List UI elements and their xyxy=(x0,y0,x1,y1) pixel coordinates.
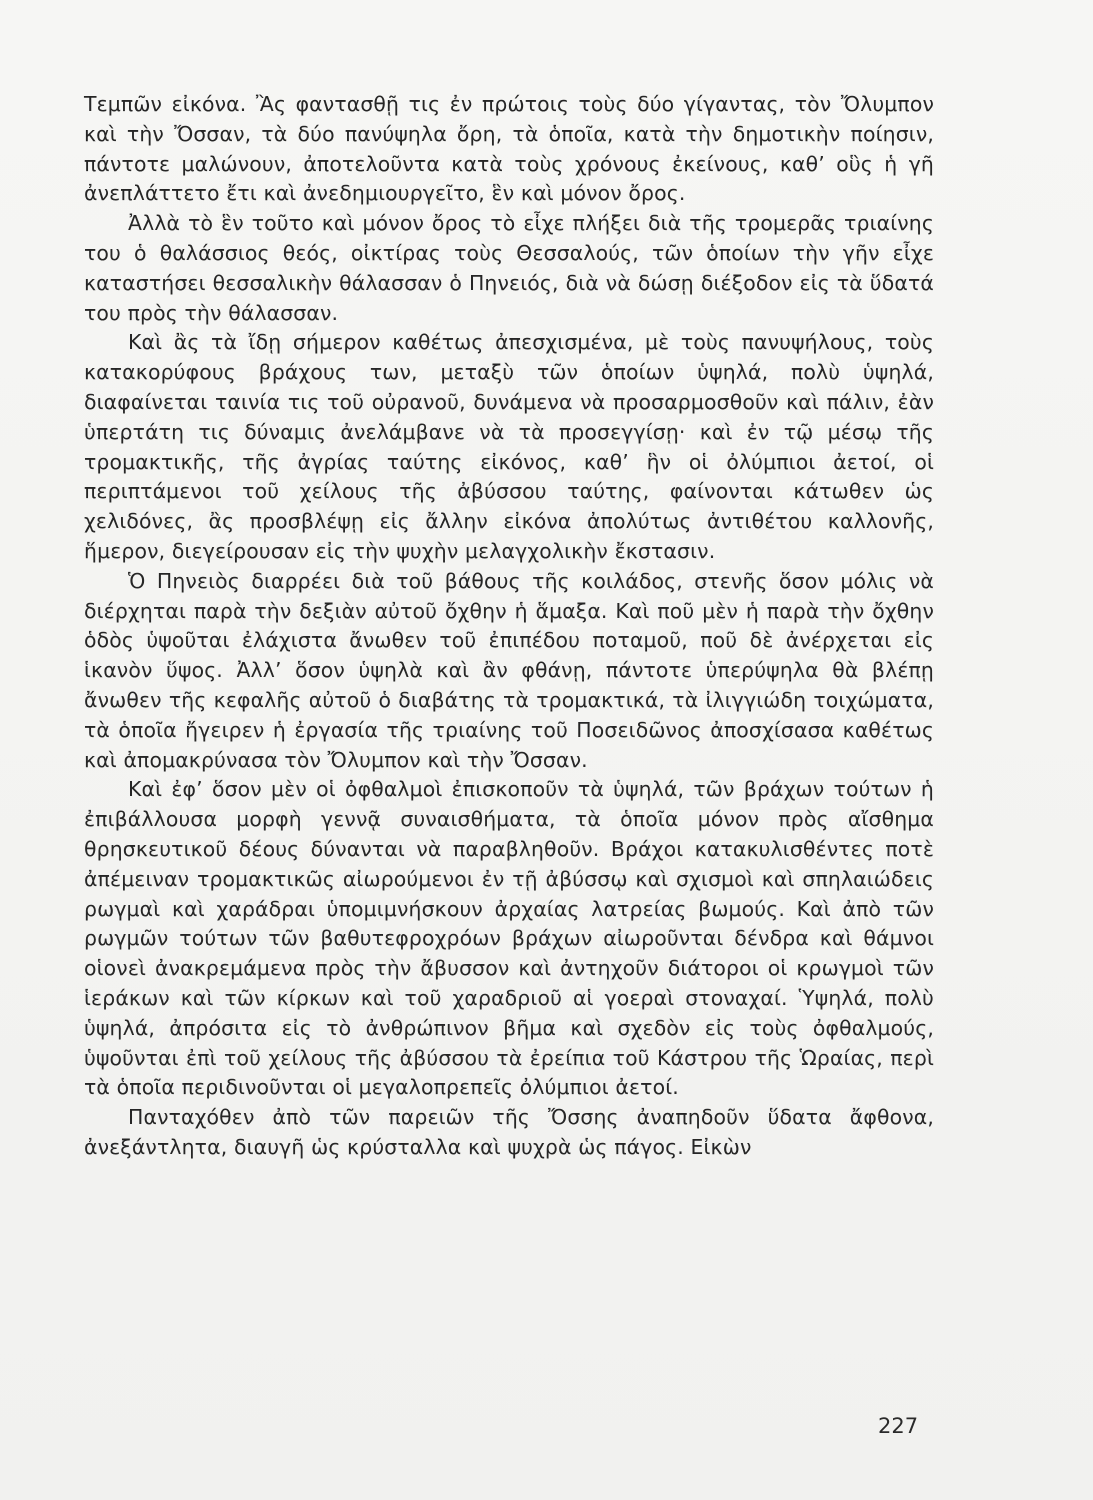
page-number: 227 xyxy=(878,1414,919,1438)
body-text xyxy=(84,90,934,1163)
paragraph-1: Τεμπῶν εἰκόνα. Ἂς φαντασθῇ τις ἐν πρώτοις τοὺς δύο γίγαντας, τὸν Ὄλυμπον καὶ τὴν Ὄσσαν, τὰ δύο πανύψηλα ὄρη, τὰ ὁποῖα, κατὰ τὴν δημοτικὴν ποίησιν, πάντοτε μαλώνουν, ἀποτελοῦντα κατὰ τοὺς χρόνους ἐκείνους, καθ’ οὓς ἡ γῆ ἀνεπλάττετο ἔτι καὶ ἀνεδημιουργεῖτο, ἓν καὶ μόνον ὄρος. xyxy=(84,92,934,206)
paragraph-5: Καὶ ἐφ’ ὅσον μὲν οἱ ὀφθαλμοὶ ἐπισκοποῦν τὰ ὑψηλά, τῶν βράχων τούτων ἡ ἐπιβάλλουσα μορφὴ γεννᾷ συναισθήματα, τὰ ὁποῖα μόνον πρὸς αἴσθημα θρησκευτικοῦ δέους δύνανται νὰ παραβληθοῦν. Βράχοι κατακυλισθέντες ποτὲ ἀπέμειναν τρομακτικῶς αἰωρούμενοι ἐν τῇ ἀβύσσῳ καὶ σχισμοὶ καὶ σπηλαιώδεις ρωγμαὶ καὶ χαράδραι ὑπομιμνήσκουν ἀρχαίας λατρείας βωμούς. Καὶ ἀπὸ τῶν ρωγμῶν τούτων τῶν βαθυτεφροχρόων βράχων αἰωροῦνται δένδρα καὶ θάμνοι οἱονεὶ ἀνακρεμάμενα πρὸς τὴν ἄβυσσον καὶ ἀντηχοῦν διάτοροι οἱ κρωγμοὶ τῶν ἱεράκων καὶ τῶν κίρκων καὶ τοῦ χαραδριοῦ αἱ γοεραὶ στοναχαί. Ὑψηλά, πολὺ ὑψηλά, ἀπρόσιτα εἰς τὸ ἀνθρώπινον βῆμα καὶ σχεδὸν εἰς τοὺς ὀφθαλμούς, ὑψοῦνται ἐπὶ τοῦ χείλους τῆς ἀβύσσου τὰ ἐρείπια τοῦ Κάστρου τῆς Ὡραίας, περὶ τὰ ὁποῖα περιδινοῦνται οἱ μεγαλοπρεπεῖς ὀλύμπιοι ἀετοί. xyxy=(84,777,934,1100)
paragraph-2: Ἀλλὰ τὸ ἓν τοῦτο καὶ μόνον ὄρος τὸ εἶχε πλήξει διὰ τῆς τρομερᾶς τριαίνης του ὁ θαλάσσιος θεός, οἰκτίρας τοὺς Θεσσαλούς, τῶν ὁποίων τὴν γῆν εἶχε καταστήσει θεσσαλικὴν θάλασσαν ὁ Πηνειός, διὰ νὰ δώσῃ διέξοδον εἰς τὰ ὕδατά του πρὸς τὴν θάλασσαν. xyxy=(84,211,934,325)
paragraph-3: Καὶ ἂς τὰ ἴδῃ σήμερον καθέτως ἀπεσχισμένα, μὲ τοὺς πανυψήλους, τοὺς κατακορύφους βράχους των, μεταξὺ τῶν ὁποίων ὑψηλά, πολὺ ὑψηλά, διαφαίνεται ταινία τις τοῦ οὐρανοῦ, δυνάμενα νὰ προσαρμοσθοῦν καὶ πάλιν, ἐὰν ὑπερτάτη τις δύναμις ἀνελάμβανε νὰ τὰ προσεγγίσῃ· καὶ ἐν τῷ μέσῳ τῆς τρομακτικῆς, τῆς ἀγρίας ταύτης εἰκόνος, καθ’ ἣν οἱ ὀλύμπιοι ἀετοί, οἱ περιπτάμενοι τοῦ χείλους τῆς ἀβύσσου ταύτης, φαίνονται κάτωθεν ὡς χελιδόνες, ἂς προσβλέψῃ εἰς ἄλλην εἰκόνα ἀπολύτως ἀντιθέτου καλλονῆς, ἥμερον, διεγείρουσαν εἰς τὴν ψυχὴν μελαγχολικὴν ἔκστασιν. xyxy=(84,330,934,563)
paragraph-6: Πανταχόθεν ἀπὸ τῶν παρειῶν τῆς Ὄσσης ἀναπηδοῦν ὕδατα ἄφθονα, ἀνεξάντλητα, διαυγῆ ὡς κρύσταλλα καὶ ψυχρὰ ὡς πάγος. Εἰκὼν xyxy=(84,1105,934,1159)
paragraph-4: Ὁ Πηνειὸς διαρρέει διὰ τοῦ βάθους τῆς κοιλάδος, στενῆς ὅσον μόλις νὰ διέρχηται παρὰ τὴν δεξιὰν αὐτοῦ ὄχθην ἡ ἅμαξα. Καὶ ποῦ μὲν ἡ παρὰ τὴν ὄχθην ὁδὸς ὑψοῦται ἐλάχιστα ἄνωθεν τοῦ ἐπιπέδου ποταμοῦ, ποῦ δὲ ἀνέρχεται εἰς ἱκανὸν ὕψος. Ἀλλ’ ὅσον ὑψηλὰ καὶ ἂν φθάνῃ, πάντοτε ὑπερύψηλα θὰ βλέπῃ ἄνωθεν τῆς κεφαλῆς αὐτοῦ ὁ διαβάτης τὰ τρομακτικά, τὰ ἰλιγγιώδη τοιχώματα, τὰ ὁποῖα ἤγειρεν ἡ ἐργασία τῆς τριαίνης τοῦ Ποσειδῶνος ἀποσχίσασα καθέτως καὶ ἀπομακρύνασα τὸν Ὄλυμπον καὶ τὴν Ὄσσαν. xyxy=(84,568,934,772)
